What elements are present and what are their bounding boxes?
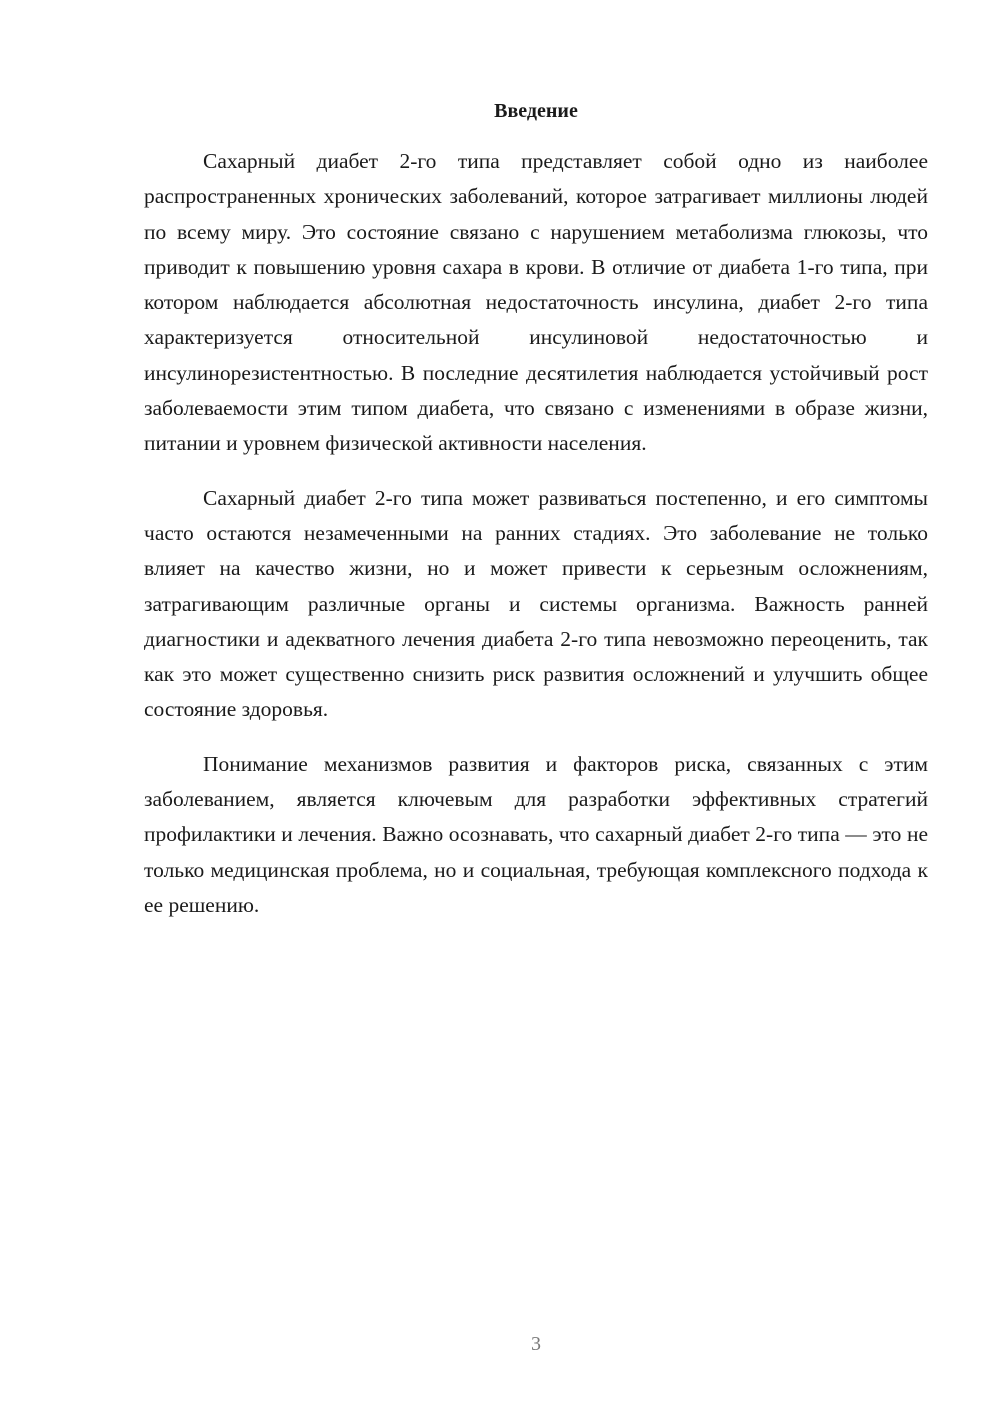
page-number: 3 (531, 1333, 541, 1355)
paragraph-3: Понимание механизмов развития и факторов риска, связанных с этим заболеванием, является ключевым для разработки эффективных стратегий профилактики и лечения. Важно осознавать, что сахарный диабет 2-го типа — это не только медицинская проблема, но и социальная, требующая комплексного подхода к ее решению. (144, 751, 928, 917)
paragraph-1: Сахарный диабет 2-го типа представляет собой одно из наиболее распространенных хронических заболеваний, которое затрагивает миллионы людей по всему миру. Это состояние связано с нарушением метаболизма глюкозы, что приводит к повышению уровня сахара в крови. В отличие от диабета 1-го типа, при котором наблюдается абсолютная недостаточность инсулина, диабет 2-го типа характеризуется относительной инсулиновой недостаточностью и инсулинорезистентностью. В последние десятилетия наблюдается устойчивый рост заболеваемости этим типом диабета, что связано с изменениями в образе жизни, питании и уровнем физической активности населения. (144, 149, 928, 456)
body-text (144, 144, 928, 923)
paragraph-2: Сахарный диабет 2-го типа может развиваться постепенно, и его симптомы часто остаются незамеченными на ранних стадиях. Это заболевание не только влияет на качество жизни, но и может привести к серьезным осложнениям, затрагивающим различные органы и системы организма. Важность ранней диагностики и адекватного лечения диабета 2-го типа невозможно переоценить, так как это может существенно снизить риск развития осложнений и улучшить общее состояние здоровья. (144, 485, 928, 722)
section-heading: Введение (494, 100, 578, 122)
